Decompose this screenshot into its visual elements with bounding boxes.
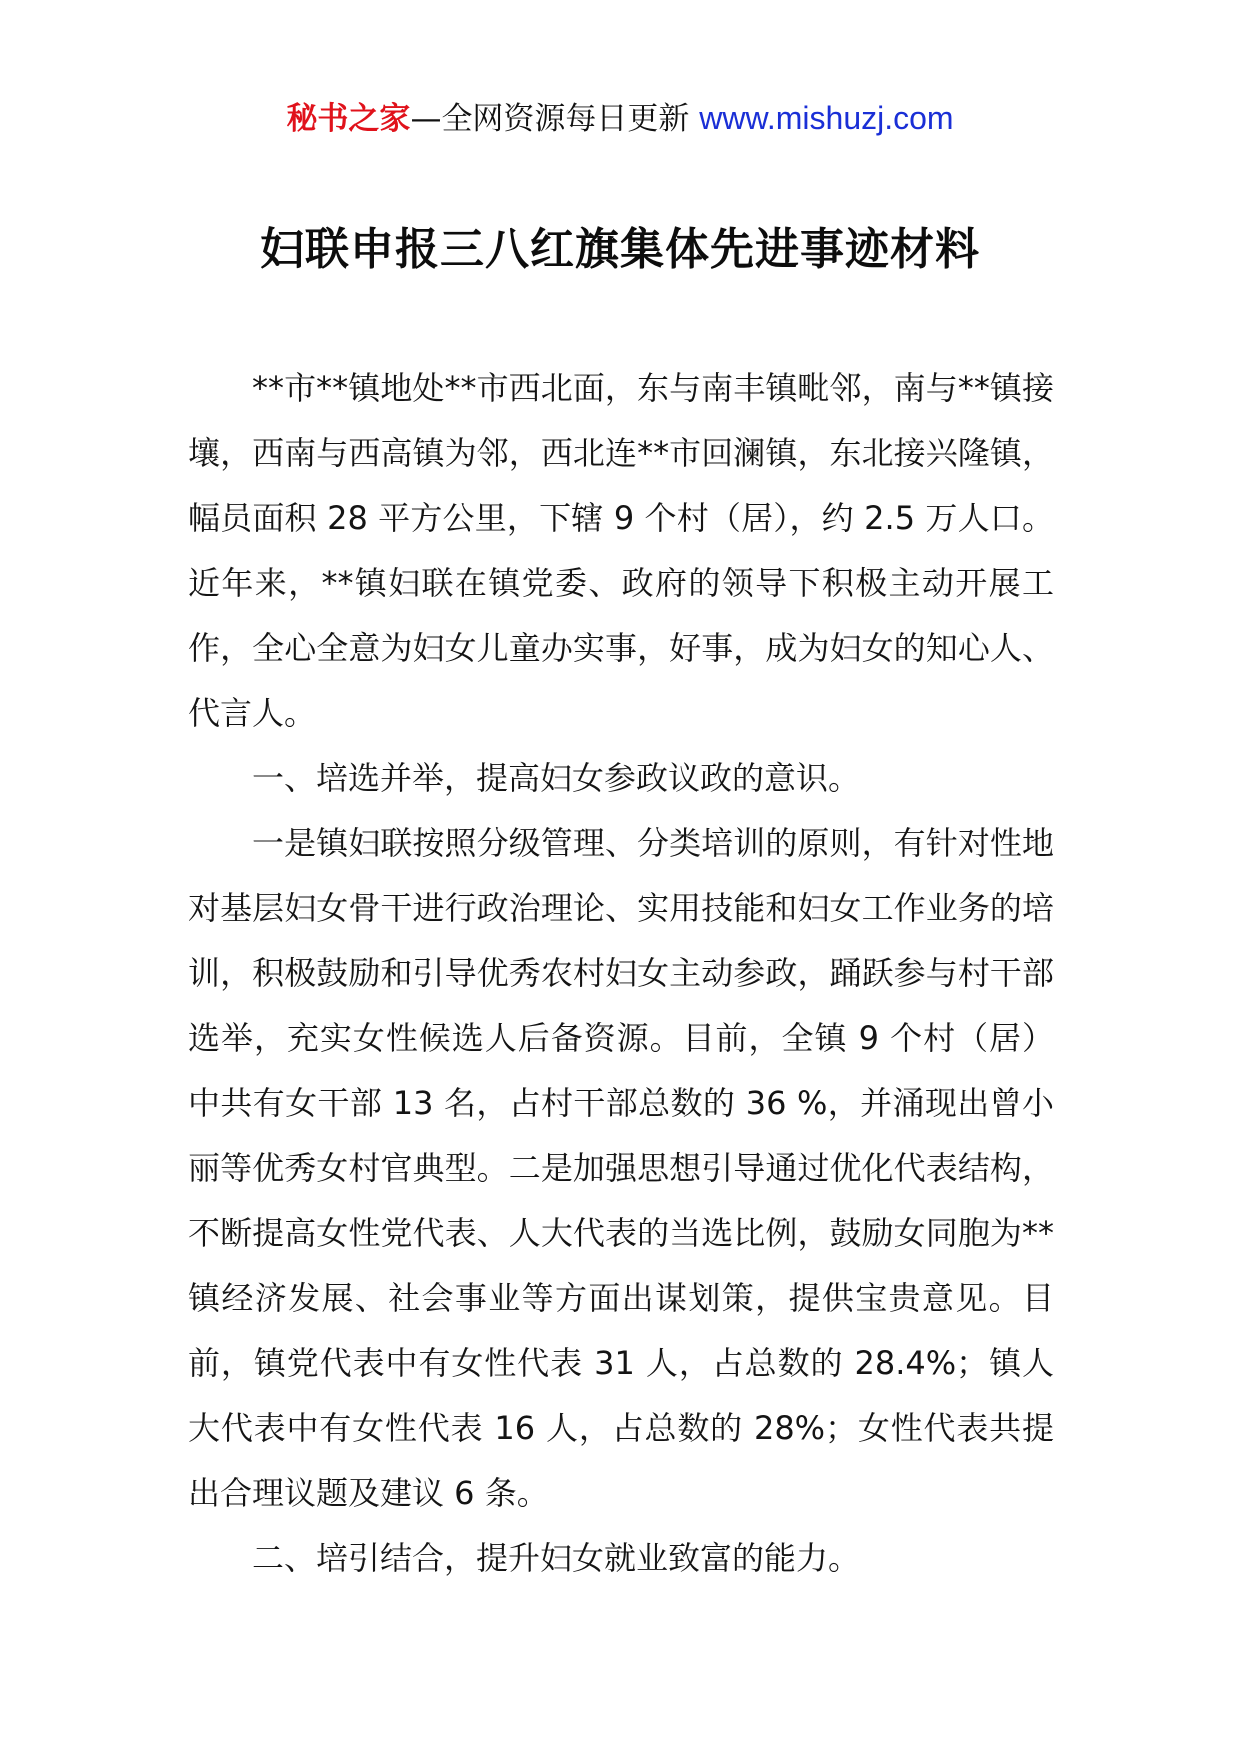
document-title: 妇联申报三八红旗集体先进事迹材料 xyxy=(260,224,980,275)
section-heading-2: 二、培引结合，提升妇女就业致富的能力。 xyxy=(252,1539,861,1577)
site-header xyxy=(0,98,1240,139)
paragraph-intro: **市**镇地处**市西北面，东与南丰镇毗邻，南与**镇接壤，西南与西高镇为邻，西北连**市回澜镇，东北接兴隆镇，幅员面积 28 平方公里，下辖 9 个村（居），约 2.5 万人口。近年来，**镇妇联在镇党委、政府的领导下积极主动开展工作，全心全意为妇女儿童办实事，好事，成为妇女的知心人、代言人。 xyxy=(188,369,1054,732)
site-brand: 秘书之家 xyxy=(286,101,411,137)
section-heading-1: 一、培选并举，提高妇女参政议政的意识。 xyxy=(252,759,861,797)
paragraph-section-1: 一是镇妇联按照分级管理、分类培训的原则，有针对性地对基层妇女骨干进行政治理论、实用技能和妇女工作业务的培训，积极鼓励和引导优秀农村妇女主动参政，踊跃参与村干部选举，充实女性候选人后备资源。目前，全镇 9 个村（居）中共有女干部 13 名，占村干部总数的 36 %，并涌现出曾小丽等优秀女村官典型。二是加强思想引导通过优化代表结构，不断提高女性党代表、人大代表的当选比例，鼓励女同胞为**镇经济发展、社会事业等方面出谋划策，提供宝贵意见。目前，镇党代表中有女性代表 31 人，占总数的 28.4%；镇人大代表中有女性代表 16 人，占总数的 28%；女性代表共提出合理议题及建议 6 条。 xyxy=(188,824,1054,1512)
document-body xyxy=(188,356,1054,1591)
site-url-link[interactable]: www.mishuzj.com xyxy=(699,100,954,136)
site-tagline: —全网资源每日更新 xyxy=(410,101,690,137)
